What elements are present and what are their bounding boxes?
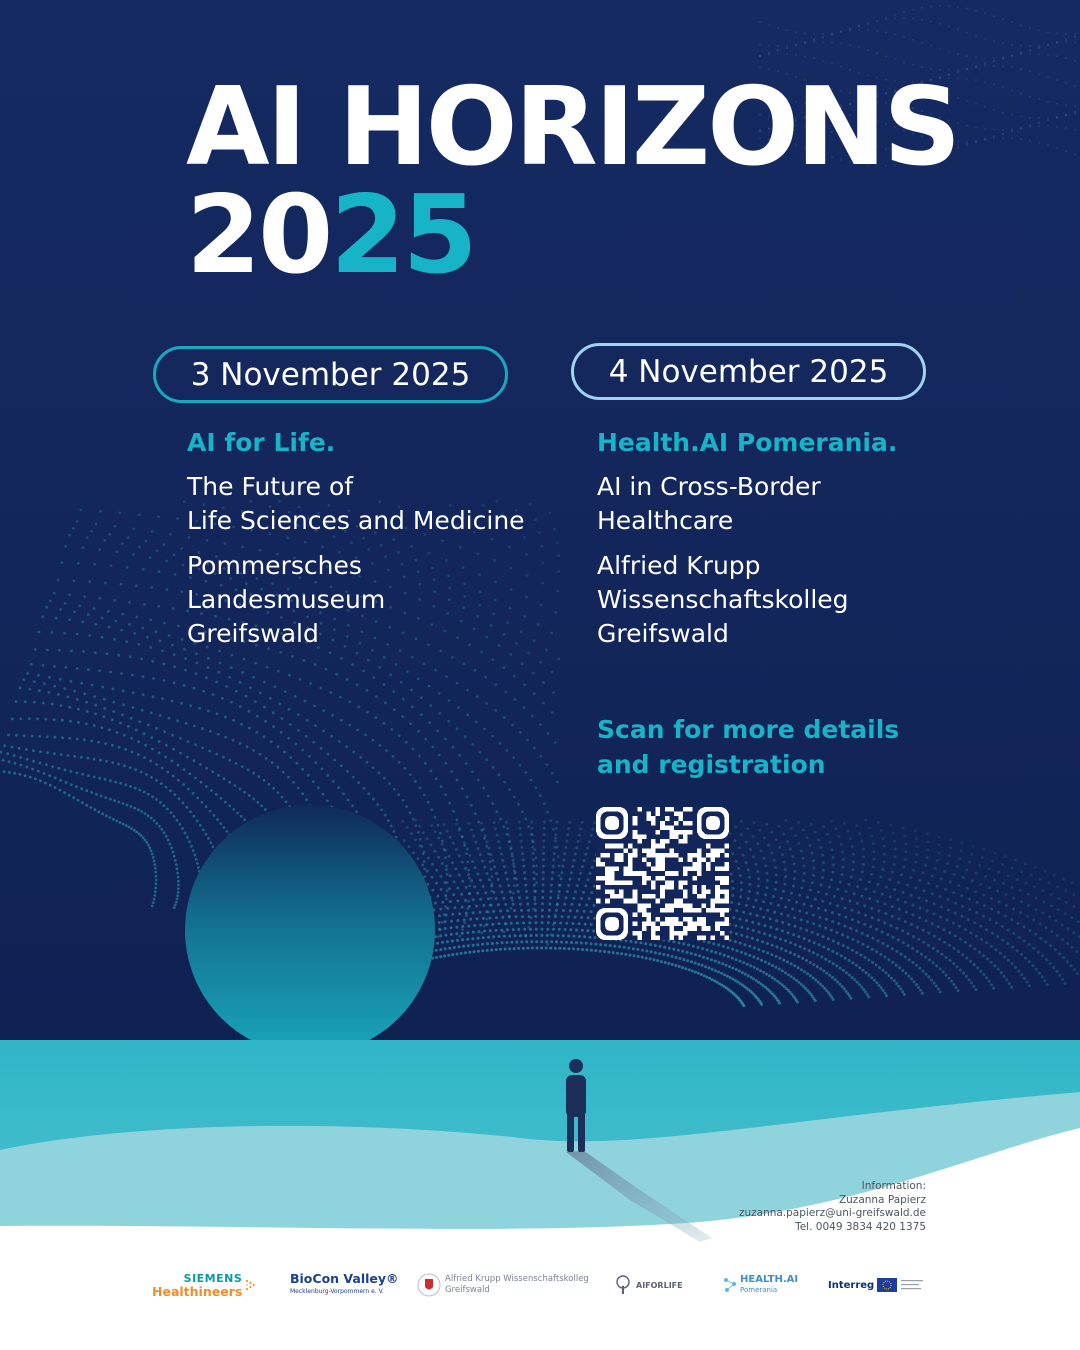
year-part-accent: 25 bbox=[330, 173, 475, 298]
qr-code-icon[interactable] bbox=[596, 807, 729, 940]
info-heading: Information: bbox=[861, 1180, 926, 1192]
day1-subtitle: AI for Life. bbox=[187, 428, 336, 457]
day1-date-badge bbox=[153, 346, 508, 403]
tree-icon bbox=[612, 1274, 634, 1296]
year-part-white: 20 bbox=[186, 173, 331, 298]
day2-venue-line: Wissenschaftskolleg bbox=[597, 585, 849, 614]
healthai-region: Pomerania bbox=[740, 1286, 778, 1294]
contact-phone: Tel. 0049 3834 420 1375 bbox=[795, 1220, 926, 1233]
aiforlife-wordmark: AIFORLIFE bbox=[636, 1280, 683, 1290]
network-icon bbox=[722, 1275, 738, 1295]
day2-venue bbox=[597, 549, 849, 651]
siemens-healthineers-logo bbox=[152, 1262, 256, 1308]
sun-shape bbox=[185, 805, 435, 1055]
scan-call-to-action bbox=[597, 712, 899, 782]
day1-venue bbox=[187, 549, 385, 651]
scan-line: and registration bbox=[597, 750, 826, 779]
contact-email[interactable]: zuzanna.papierz@uni-greifswald.de bbox=[738, 1207, 926, 1219]
contact-name: Zuzanna Papierz bbox=[838, 1193, 926, 1206]
day1-venue-line: Landesmuseum bbox=[187, 585, 386, 614]
krupp-wordmark: Alfried Krupp Wissenschaftskolleg bbox=[445, 1274, 589, 1284]
interreg-wordmark: Interreg bbox=[828, 1279, 875, 1291]
day2-date-badge bbox=[571, 343, 926, 400]
biocon-valley-logo bbox=[290, 1262, 399, 1308]
scan-line: Scan for more details bbox=[597, 715, 900, 744]
interreg-fineprint-icon bbox=[900, 1278, 924, 1292]
day2-venue-line: Greifswald bbox=[597, 619, 729, 648]
day1-venue-line: Pommersches bbox=[187, 551, 362, 580]
biocon-wordmark: BioCon Valley® bbox=[290, 1271, 399, 1286]
health-ai-pomerania-logo bbox=[722, 1262, 798, 1308]
biocon-tagline: Mecklenburg-Vorpommern e. V. bbox=[290, 1288, 384, 1295]
siemens-wordmark: SIEMENS bbox=[183, 1272, 243, 1285]
day1-topic bbox=[187, 470, 525, 538]
day2-date-text: 4 November 2025 bbox=[608, 353, 889, 390]
event-year bbox=[186, 173, 475, 298]
krupp-city: Greifswald bbox=[445, 1285, 490, 1295]
interreg-logo bbox=[828, 1262, 924, 1308]
day2-topic-line: Healthcare bbox=[597, 506, 734, 535]
contact-info bbox=[739, 1180, 926, 1234]
alfried-krupp-logo bbox=[416, 1262, 589, 1308]
event-title: AI HORIZONS bbox=[186, 65, 959, 190]
eu-flag-icon bbox=[877, 1278, 897, 1292]
day1-topic-line: The Future of bbox=[187, 472, 354, 501]
day2-topic-line: AI in Cross-Border bbox=[597, 472, 821, 501]
healthineers-wordmark: Healthineers bbox=[152, 1284, 243, 1299]
day1-topic-line: Life Sciences and Medicine bbox=[187, 506, 525, 535]
ai-for-life-logo bbox=[612, 1262, 683, 1308]
sponsor-logos bbox=[0, 1262, 1080, 1322]
day2-topic bbox=[597, 470, 821, 538]
day2-venue-line: Alfried Krupp bbox=[597, 551, 761, 580]
healthai-wordmark: HEALTH.AI bbox=[740, 1274, 799, 1285]
siemens-dots-icon bbox=[245, 1275, 256, 1295]
krupp-crest-icon bbox=[416, 1270, 442, 1300]
day1-venue-line: Greifswald bbox=[187, 619, 319, 648]
day2-subtitle: Health.AI Pomerania. bbox=[597, 428, 898, 457]
day1-date-text: 3 November 2025 bbox=[190, 356, 471, 393]
